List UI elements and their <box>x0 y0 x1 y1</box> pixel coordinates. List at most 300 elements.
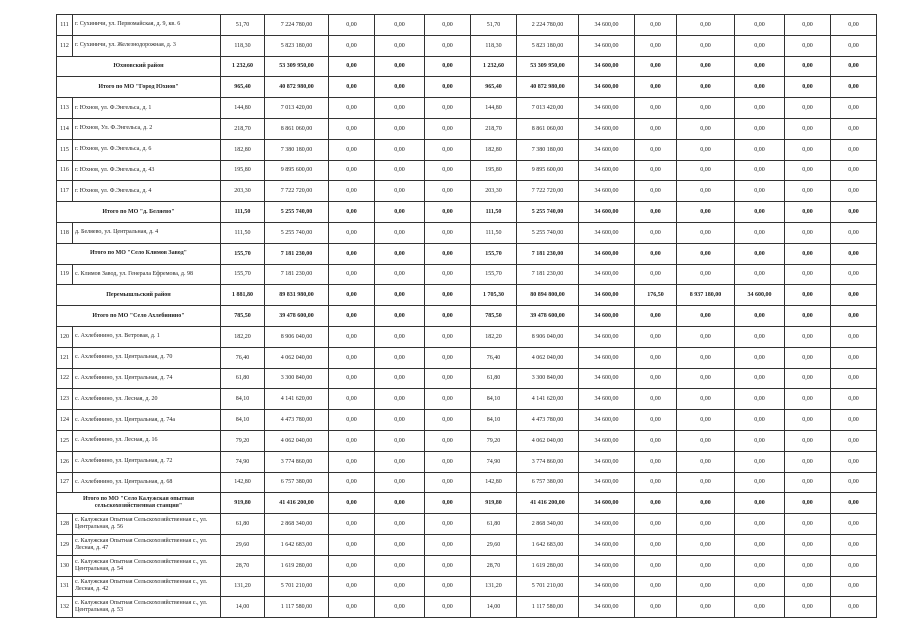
value-cell: 0,00 <box>831 181 877 202</box>
value-cell: 0,00 <box>329 264 375 285</box>
value-cell: 0,00 <box>735 118 785 139</box>
value-cell: 34 600,00 <box>579 597 635 618</box>
value-cell: 0,00 <box>635 222 677 243</box>
table-row <box>57 555 877 576</box>
value-cell: 4 062 040,00 <box>517 347 579 368</box>
value-cell: 28,70 <box>471 555 517 576</box>
value-cell: 0,00 <box>635 306 677 327</box>
table-row <box>57 472 877 493</box>
table-row <box>57 389 877 410</box>
value-cell: 34 600,00 <box>579 514 635 535</box>
value-cell: 218,70 <box>471 118 517 139</box>
value-cell: 3 300 840,00 <box>517 368 579 389</box>
value-cell: 5 823 180,00 <box>517 35 579 56</box>
value-cell: 919,80 <box>471 493 517 514</box>
subtotal-title: Перемышльский район <box>57 285 221 306</box>
value-cell: 0,00 <box>635 326 677 347</box>
value-cell: 1 619 280,00 <box>265 555 329 576</box>
value-cell: 0,00 <box>425 597 471 618</box>
address-cell: г. Юхнов, Ул. Ф.Энгельса, д. 2 <box>73 118 221 139</box>
value-cell: 0,00 <box>425 15 471 36</box>
table-row <box>57 451 877 472</box>
row-number: 124 <box>57 410 73 431</box>
value-cell: 7 013 420,00 <box>517 98 579 119</box>
value-cell: 6 757 380,00 <box>517 472 579 493</box>
value-cell: 218,70 <box>221 118 265 139</box>
value-cell: 0,00 <box>425 35 471 56</box>
value-cell: 965,40 <box>471 77 517 98</box>
row-number: 132 <box>57 597 73 618</box>
row-number: 131 <box>57 576 73 597</box>
row-number: 128 <box>57 514 73 535</box>
value-cell: 182,80 <box>221 139 265 160</box>
value-cell: 0,00 <box>329 202 375 223</box>
value-cell: 0,00 <box>329 555 375 576</box>
row-number: 112 <box>57 35 73 56</box>
value-cell: 118,30 <box>471 35 517 56</box>
value-cell: 0,00 <box>425 181 471 202</box>
address-cell: с. Калужская Опытная Сельскохозяйственная с., ул. Лесная, д. 47 <box>73 534 221 555</box>
value-cell: 0,00 <box>831 35 877 56</box>
value-cell: 0,00 <box>785 285 831 306</box>
value-cell: 84,10 <box>471 389 517 410</box>
value-cell: 0,00 <box>329 306 375 327</box>
value-cell: 0,00 <box>735 181 785 202</box>
value-cell: 0,00 <box>635 98 677 119</box>
address-cell: г. Юхнов, ул. Ф.Энгельса, д. 6 <box>73 139 221 160</box>
value-cell: 0,00 <box>735 493 785 514</box>
value-cell: 0,00 <box>785 306 831 327</box>
value-cell: 111,50 <box>221 202 265 223</box>
value-cell: 0,00 <box>785 222 831 243</box>
value-cell: 0,00 <box>425 451 471 472</box>
value-cell: 0,00 <box>425 56 471 77</box>
value-cell: 0,00 <box>425 347 471 368</box>
value-cell: 0,00 <box>329 430 375 451</box>
value-cell: 0,00 <box>785 451 831 472</box>
value-cell: 8 861 060,00 <box>265 118 329 139</box>
value-cell: 0,00 <box>329 347 375 368</box>
value-cell: 0,00 <box>375 597 425 618</box>
value-cell: 79,20 <box>471 430 517 451</box>
value-cell: 1 642 683,00 <box>517 534 579 555</box>
address-cell: с. Ахлебинино, ул. Центральная, д. 68 <box>73 472 221 493</box>
value-cell: 34 600,00 <box>579 160 635 181</box>
value-cell: 8 906 040,00 <box>517 326 579 347</box>
value-cell: 0,00 <box>329 222 375 243</box>
value-cell: 0,00 <box>329 493 375 514</box>
value-cell: 7 380 180,00 <box>517 139 579 160</box>
subtotal-title: Итого по МО "Село Климов Завод" <box>57 243 221 264</box>
value-cell: 34 600,00 <box>579 181 635 202</box>
value-cell: 5 255 740,00 <box>517 222 579 243</box>
subtotal-row <box>57 243 877 264</box>
subtotal-title: Итого по МО "Село Калужская опытная сельскохозяйственная станция" <box>57 493 221 514</box>
value-cell: 79,20 <box>221 430 265 451</box>
value-cell: 0,00 <box>329 576 375 597</box>
value-cell: 4 141 620,00 <box>265 389 329 410</box>
value-cell: 155,70 <box>471 264 517 285</box>
value-cell: 0,00 <box>831 243 877 264</box>
value-cell: 0,00 <box>329 597 375 618</box>
value-cell: 0,00 <box>677 264 735 285</box>
value-cell: 0,00 <box>635 35 677 56</box>
value-cell: 0,00 <box>375 514 425 535</box>
value-cell: 1 705,30 <box>471 285 517 306</box>
subtotal-title: Юхновский район <box>57 56 221 77</box>
value-cell: 0,00 <box>375 285 425 306</box>
value-cell: 3 774 860,00 <box>265 451 329 472</box>
value-cell: 111,50 <box>221 222 265 243</box>
value-cell: 0,00 <box>831 77 877 98</box>
value-cell: 0,00 <box>831 472 877 493</box>
value-cell: 0,00 <box>425 410 471 431</box>
value-cell: 34 600,00 <box>579 472 635 493</box>
value-cell: 61,80 <box>221 368 265 389</box>
value-cell: 0,00 <box>635 347 677 368</box>
value-cell: 0,00 <box>375 243 425 264</box>
value-cell: 34 600,00 <box>579 306 635 327</box>
value-cell: 0,00 <box>425 555 471 576</box>
value-cell: 0,00 <box>831 118 877 139</box>
value-cell: 0,00 <box>735 56 785 77</box>
value-cell: 0,00 <box>677 56 735 77</box>
value-cell: 7 224 780,00 <box>265 15 329 36</box>
table-row <box>57 118 877 139</box>
value-cell: 7 722 720,00 <box>265 181 329 202</box>
value-cell: 203,30 <box>471 181 517 202</box>
row-number: 125 <box>57 430 73 451</box>
value-cell: 0,00 <box>425 306 471 327</box>
value-cell: 34 600,00 <box>579 98 635 119</box>
value-cell: 0,00 <box>677 181 735 202</box>
value-cell: 0,00 <box>635 410 677 431</box>
value-cell: 0,00 <box>735 430 785 451</box>
value-cell: 0,00 <box>375 15 425 36</box>
value-cell: 0,00 <box>735 202 785 223</box>
row-number: 127 <box>57 472 73 493</box>
value-cell: 0,00 <box>635 430 677 451</box>
value-cell: 7 181 230,00 <box>517 264 579 285</box>
value-cell: 34 600,00 <box>579 576 635 597</box>
value-cell: 0,00 <box>375 347 425 368</box>
value-cell: 0,00 <box>677 389 735 410</box>
value-cell: 3 300 840,00 <box>265 368 329 389</box>
value-cell: 0,00 <box>677 222 735 243</box>
value-cell: 0,00 <box>677 493 735 514</box>
value-cell: 0,00 <box>677 472 735 493</box>
value-cell: 1 619 280,00 <box>517 555 579 576</box>
value-cell: 0,00 <box>785 555 831 576</box>
address-cell: г. Юхнов, ул. Ф.Энгельса, д. 4 <box>73 181 221 202</box>
table-row <box>57 347 877 368</box>
value-cell: 0,00 <box>635 389 677 410</box>
value-cell: 0,00 <box>785 472 831 493</box>
value-cell: 0,00 <box>375 451 425 472</box>
value-cell: 0,00 <box>375 472 425 493</box>
value-cell: 34 600,00 <box>579 35 635 56</box>
value-cell: 0,00 <box>329 139 375 160</box>
value-cell: 0,00 <box>735 597 785 618</box>
value-cell: 195,80 <box>221 160 265 181</box>
address-cell: с. Ахлебинино, ул. Центральная, д. 70 <box>73 347 221 368</box>
value-cell: 0,00 <box>635 576 677 597</box>
value-cell: 0,00 <box>329 410 375 431</box>
value-cell: 4 473 780,00 <box>517 410 579 431</box>
table-row <box>57 576 877 597</box>
value-cell: 111,50 <box>471 222 517 243</box>
value-cell: 84,10 <box>471 410 517 431</box>
subtotal-row <box>57 306 877 327</box>
value-cell: 0,00 <box>677 118 735 139</box>
value-cell: 5 255 740,00 <box>517 202 579 223</box>
value-cell: 34 600,00 <box>579 264 635 285</box>
value-cell: 8 906 040,00 <box>265 326 329 347</box>
value-cell: 0,00 <box>677 77 735 98</box>
value-cell: 6 757 380,00 <box>265 472 329 493</box>
value-cell: 0,00 <box>677 347 735 368</box>
value-cell: 7 722 720,00 <box>517 181 579 202</box>
value-cell: 2 868 340,00 <box>265 514 329 535</box>
value-cell: 0,00 <box>735 160 785 181</box>
value-cell: 0,00 <box>635 472 677 493</box>
value-cell: 34 600,00 <box>579 430 635 451</box>
value-cell: 0,00 <box>375 389 425 410</box>
value-cell: 0,00 <box>425 285 471 306</box>
value-cell: 0,00 <box>375 139 425 160</box>
value-cell: 0,00 <box>677 306 735 327</box>
value-cell: 0,00 <box>831 597 877 618</box>
value-cell: 0,00 <box>677 326 735 347</box>
table-row <box>57 98 877 119</box>
value-cell: 0,00 <box>375 98 425 119</box>
address-cell: д. Беляево, ул. Центральная, д. 4 <box>73 222 221 243</box>
value-cell: 0,00 <box>735 410 785 431</box>
value-cell: 34 600,00 <box>579 15 635 36</box>
table-row <box>57 139 877 160</box>
value-cell: 0,00 <box>375 306 425 327</box>
value-cell: 0,00 <box>831 514 877 535</box>
value-cell: 0,00 <box>425 222 471 243</box>
value-cell: 0,00 <box>329 368 375 389</box>
value-cell: 40 872 980,00 <box>265 77 329 98</box>
value-cell: 0,00 <box>735 576 785 597</box>
value-cell: 0,00 <box>831 430 877 451</box>
value-cell: 0,00 <box>635 493 677 514</box>
value-cell: 0,00 <box>785 56 831 77</box>
value-cell: 176,50 <box>635 285 677 306</box>
table-body <box>57 15 877 618</box>
value-cell: 34 600,00 <box>579 326 635 347</box>
address-cell: с. Ахлебинино, ул. Лесная, д. 16 <box>73 430 221 451</box>
value-cell: 9 895 600,00 <box>517 160 579 181</box>
value-cell: 0,00 <box>635 56 677 77</box>
value-cell: 74,90 <box>221 451 265 472</box>
value-cell: 51,70 <box>221 15 265 36</box>
value-cell: 0,00 <box>329 160 375 181</box>
value-cell: 3 774 860,00 <box>517 451 579 472</box>
value-cell: 0,00 <box>375 222 425 243</box>
document-sheet <box>56 14 876 618</box>
value-cell: 34 600,00 <box>579 118 635 139</box>
value-cell: 2 868 340,00 <box>517 514 579 535</box>
value-cell: 0,00 <box>831 285 877 306</box>
value-cell: 0,00 <box>375 555 425 576</box>
value-cell: 0,00 <box>735 472 785 493</box>
value-cell: 84,10 <box>221 410 265 431</box>
value-cell: 118,30 <box>221 35 265 56</box>
value-cell: 0,00 <box>735 264 785 285</box>
value-cell: 0,00 <box>375 181 425 202</box>
value-cell: 0,00 <box>329 451 375 472</box>
value-cell: 965,40 <box>221 77 265 98</box>
value-cell: 5 255 740,00 <box>265 222 329 243</box>
value-cell: 53 309 950,00 <box>517 56 579 77</box>
value-cell: 0,00 <box>329 243 375 264</box>
value-cell: 0,00 <box>329 118 375 139</box>
value-cell: 0,00 <box>375 35 425 56</box>
subtotal-title: Итого по МО "д. Беляево" <box>57 202 221 223</box>
value-cell: 4 062 040,00 <box>517 430 579 451</box>
value-cell: 0,00 <box>677 451 735 472</box>
value-cell: 0,00 <box>425 493 471 514</box>
value-cell: 0,00 <box>785 243 831 264</box>
value-cell: 34 600,00 <box>579 56 635 77</box>
value-cell: 0,00 <box>425 264 471 285</box>
value-cell: 7 380 180,00 <box>265 139 329 160</box>
value-cell: 0,00 <box>735 139 785 160</box>
value-cell: 0,00 <box>735 326 785 347</box>
row-number: 116 <box>57 160 73 181</box>
table-row <box>57 534 877 555</box>
table-row <box>57 514 877 535</box>
value-cell: 182,20 <box>471 326 517 347</box>
value-cell: 0,00 <box>831 326 877 347</box>
value-cell: 0,00 <box>635 118 677 139</box>
value-cell: 0,00 <box>831 493 877 514</box>
value-cell: 0,00 <box>635 160 677 181</box>
value-cell: 0,00 <box>375 264 425 285</box>
value-cell: 0,00 <box>831 264 877 285</box>
value-cell: 0,00 <box>635 243 677 264</box>
value-cell: 0,00 <box>785 15 831 36</box>
value-cell: 0,00 <box>785 160 831 181</box>
value-cell: 0,00 <box>785 368 831 389</box>
value-cell: 28,70 <box>221 555 265 576</box>
row-number: 111 <box>57 15 73 36</box>
value-cell: 34 600,00 <box>735 285 785 306</box>
value-cell: 0,00 <box>677 576 735 597</box>
value-cell: 0,00 <box>425 98 471 119</box>
row-number: 129 <box>57 534 73 555</box>
value-cell: 0,00 <box>375 576 425 597</box>
value-cell: 40 872 980,00 <box>517 77 579 98</box>
value-cell: 0,00 <box>831 98 877 119</box>
value-cell: 0,00 <box>635 451 677 472</box>
value-cell: 0,00 <box>677 243 735 264</box>
value-cell: 0,00 <box>375 202 425 223</box>
value-cell: 0,00 <box>785 430 831 451</box>
subtotal-row <box>57 77 877 98</box>
value-cell: 34 600,00 <box>579 243 635 264</box>
value-cell: 9 895 600,00 <box>265 160 329 181</box>
value-cell: 0,00 <box>635 555 677 576</box>
value-cell: 0,00 <box>329 389 375 410</box>
value-cell: 0,00 <box>425 389 471 410</box>
value-cell: 0,00 <box>785 118 831 139</box>
value-cell: 34 600,00 <box>579 347 635 368</box>
value-cell: 2 224 780,00 <box>517 15 579 36</box>
value-cell: 0,00 <box>375 368 425 389</box>
value-cell: 0,00 <box>375 493 425 514</box>
value-cell: 0,00 <box>425 139 471 160</box>
value-cell: 0,00 <box>785 139 831 160</box>
value-cell: 34 600,00 <box>579 410 635 431</box>
value-cell: 0,00 <box>635 77 677 98</box>
value-cell: 0,00 <box>735 555 785 576</box>
value-cell: 0,00 <box>375 430 425 451</box>
value-cell: 0,00 <box>785 597 831 618</box>
value-cell: 0,00 <box>375 118 425 139</box>
value-cell: 76,40 <box>471 347 517 368</box>
value-cell: 14,00 <box>471 597 517 618</box>
table-row <box>57 222 877 243</box>
address-cell: с. Калужская Опытная Сельскохозяйственная с., ул. Центральная, д. 54 <box>73 555 221 576</box>
table-row <box>57 35 877 56</box>
value-cell: 0,00 <box>677 555 735 576</box>
value-cell: 34 600,00 <box>579 222 635 243</box>
value-cell: 0,00 <box>785 410 831 431</box>
value-cell: 0,00 <box>831 139 877 160</box>
subtotal-title: Итого по МО "Город Юхнов" <box>57 77 221 98</box>
value-cell: 0,00 <box>785 514 831 535</box>
value-cell: 0,00 <box>425 160 471 181</box>
value-cell: 4 141 620,00 <box>517 389 579 410</box>
value-cell: 0,00 <box>785 389 831 410</box>
value-cell: 51,70 <box>471 15 517 36</box>
value-cell: 0,00 <box>831 576 877 597</box>
address-cell: с. Калужская Опытная Сельскохозяйственная с., ул. Лесная, д. 42 <box>73 576 221 597</box>
value-cell: 0,00 <box>831 368 877 389</box>
value-cell: 0,00 <box>785 534 831 555</box>
value-cell: 0,00 <box>785 493 831 514</box>
value-cell: 0,00 <box>329 56 375 77</box>
subtotal-row <box>57 202 877 223</box>
value-cell: 0,00 <box>635 514 677 535</box>
value-cell: 182,20 <box>221 326 265 347</box>
value-cell: 0,00 <box>329 534 375 555</box>
value-cell: 0,00 <box>735 77 785 98</box>
address-cell: с. Калужская Опытная Сельскохозяйственная с., ул. Центральная, д. 53 <box>73 597 221 618</box>
value-cell: 7 181 230,00 <box>265 264 329 285</box>
value-cell: 131,20 <box>471 576 517 597</box>
value-cell: 0,00 <box>375 326 425 347</box>
value-cell: 0,00 <box>785 326 831 347</box>
value-cell: 0,00 <box>329 77 375 98</box>
value-cell: 5 701 210,00 <box>265 576 329 597</box>
address-cell: г. Сухиничи, ул. Первомайская, д. 9, кв. 6 <box>73 15 221 36</box>
value-cell: 0,00 <box>329 98 375 119</box>
table-row <box>57 160 877 181</box>
value-cell: 34 600,00 <box>579 285 635 306</box>
row-number: 130 <box>57 555 73 576</box>
value-cell: 0,00 <box>735 389 785 410</box>
value-cell: 0,00 <box>677 410 735 431</box>
value-cell: 34 600,00 <box>579 555 635 576</box>
value-cell: 0,00 <box>735 451 785 472</box>
value-cell: 111,50 <box>471 202 517 223</box>
value-cell: 0,00 <box>785 347 831 368</box>
